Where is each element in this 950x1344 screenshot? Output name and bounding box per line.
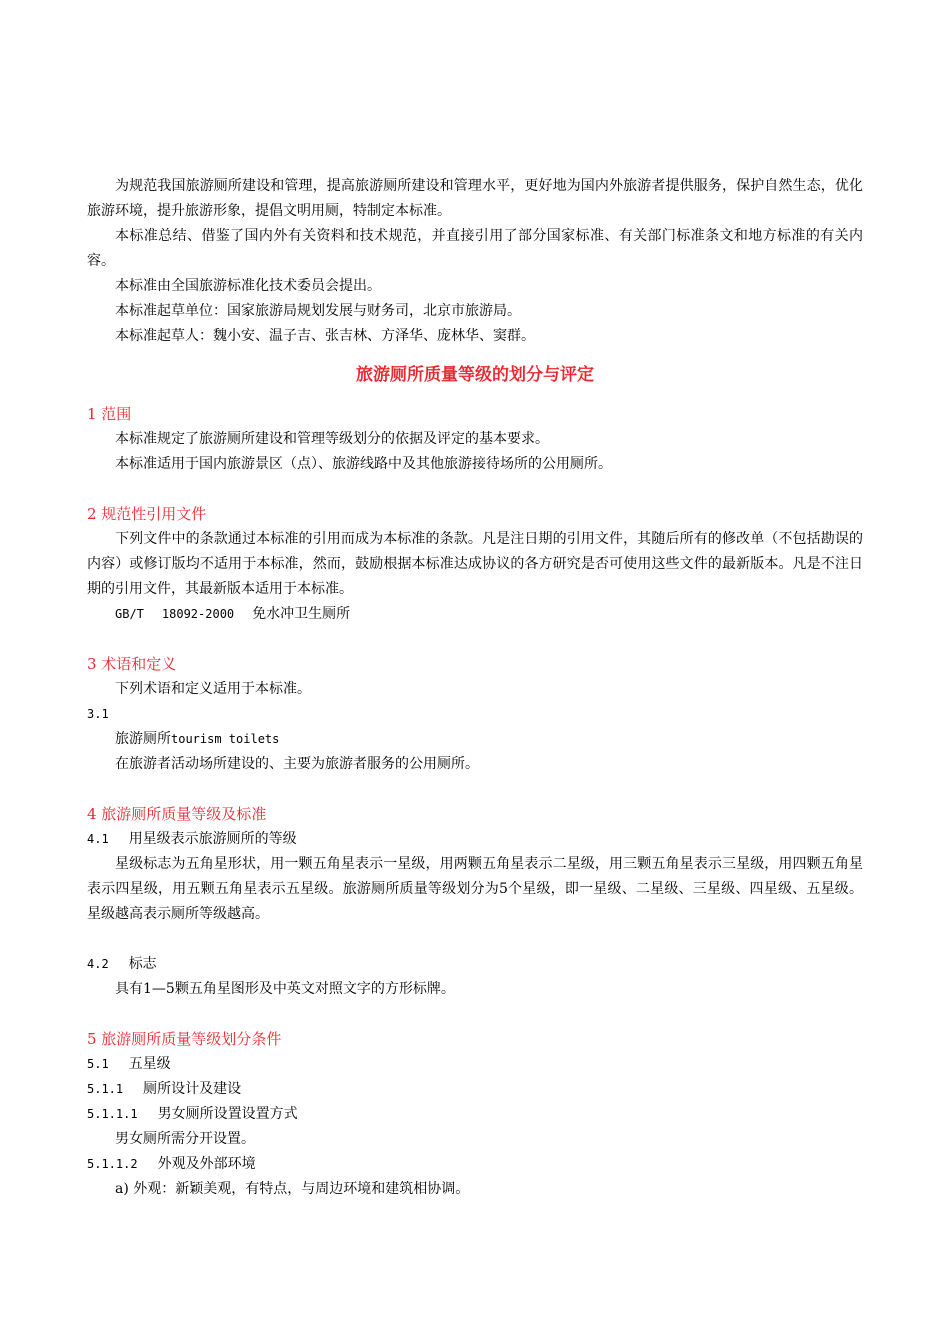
clause-number: 5.1.1.1 xyxy=(87,1107,138,1121)
clause-title: 标志 xyxy=(128,956,157,972)
foreword-paragraph-3: 本标准由全国旅游标准化技术委员会提出。 xyxy=(115,278,381,294)
section-3-paragraph-1: 下列术语和定义适用于本标准。 xyxy=(115,681,311,697)
clause-number: 5.1 xyxy=(87,1057,109,1071)
clause-4-1-paragraph: 星级标志为五角星形状，用一颗五角星表示一星级，用两颗五角星表示二星级，用三颗五角星表示三星级，用四颗五角星表示四星级，用五颗五角星表示五星级。旅游厕所质量等级划分为5个星级，即一星级、二星级、三星级、四星级、五星级。星级越高表示厕所等级越高。 xyxy=(87,856,863,922)
clause-title: 外观及外部环境 xyxy=(157,1156,256,1172)
section-1-paragraph-2: 本标准适用于国内旅游景区（点）、旅游线路中及其他旅游接待场所的公用厕所。 xyxy=(115,456,612,472)
clause-number: 5.1.1 xyxy=(87,1082,124,1096)
foreword-paragraph-1: 为规范我国旅游厕所建设和管理，提高旅游厕所建设和管理水平，更好地为国内外旅游者提供服务，保护自然生态，优化旅游环境，提升旅游形象，提倡文明用厕，特制定本标准。 xyxy=(87,178,863,219)
clause-number: 4.1 xyxy=(87,832,109,846)
clause-title: 五星级 xyxy=(128,1056,171,1072)
spacer xyxy=(87,777,863,802)
term-definition: 在旅游者活动场所建设的、主要为旅游者服务的公用厕所。 xyxy=(115,756,479,772)
section-1-paragraph-1: 本标准规定了旅游厕所建设和管理等级划分的依据及评定的基本要求。 xyxy=(115,431,549,447)
section-2-paragraph-1: 下列文件中的条款通过本标准的引用而成为本标准的条款。凡是注日期的引用文件，其随后所有的修改单（不包括勘误的内容）或修订版均不适用于本标准，然而，鼓励根据本标准达成协议的各方研究是否可使用这些文件的最新版本。凡是不注日期的引用文件，其最新版本适用于本标准。 xyxy=(87,531,863,597)
reference-code: GB/T xyxy=(115,607,144,621)
section-5-heading: 5 旅游厕所质量等级划分条件 xyxy=(87,1030,282,1048)
list-item-a: a) 外观：新颖美观，有特点，与周边环境和建筑相协调。 xyxy=(115,1181,470,1197)
clause-5-1-1-1-paragraph: 男女厕所需分开设置。 xyxy=(115,1131,255,1147)
spacer xyxy=(87,927,863,952)
foreword-paragraph-2: 本标准总结、借鉴了国内外有关资料和技术规范，并直接引用了部分国家标准、有关部门标准条文和地方标准的有关内容。 xyxy=(87,228,863,269)
section-2-heading: 2 规范性引用文件 xyxy=(87,505,207,523)
clause-number: 4.2 xyxy=(87,957,109,971)
document-title: 旅游厕所质量等级的划分与评定 xyxy=(356,365,594,385)
spacer xyxy=(87,349,863,363)
document-body xyxy=(87,174,863,1202)
spacer xyxy=(87,477,863,502)
foreword-paragraph-5: 本标准起草人：魏小安、温子吉、张吉林、方泽华、庞林华、窦群。 xyxy=(115,328,535,344)
clause-5-1-1-heading xyxy=(87,1077,863,1102)
clause-4-1-heading xyxy=(87,827,863,852)
spacer xyxy=(87,388,863,402)
clause-number: 5.1.1.2 xyxy=(87,1157,138,1171)
clause-title: 男女厕所设置设置方式 xyxy=(157,1106,298,1122)
clause-4-2-paragraph: 具有1—5颗五角星图形及中英文对照文字的方形标牌。 xyxy=(115,981,455,997)
term-entry xyxy=(87,727,863,752)
clause-5-1-1-2-heading xyxy=(87,1152,863,1177)
clause-4-2-heading xyxy=(87,952,863,977)
section-1-heading: 1 范围 xyxy=(87,405,132,423)
term-english: tourism toilets xyxy=(171,732,280,746)
spacer xyxy=(87,627,863,652)
clause-title: 厕所设计及建设 xyxy=(143,1081,242,1097)
foreword-paragraph-4: 本标准起草单位：国家旅游局规划发展与财务司，北京市旅游局。 xyxy=(115,303,521,319)
section-3-heading: 3 术语和定义 xyxy=(87,655,177,673)
clause-5-1-1-1-heading xyxy=(87,1102,863,1127)
reference-title: 免水冲卫生厕所 xyxy=(252,606,351,622)
reference-number: 18092-2000 xyxy=(161,607,235,621)
clause-title: 用星级表示旅游厕所的等级 xyxy=(128,831,297,847)
clause-5-1-heading xyxy=(87,1052,863,1077)
clause-3-1-number: 3.1 xyxy=(87,707,109,721)
section-4-heading: 4 旅游厕所质量等级及标准 xyxy=(87,805,267,823)
normative-reference xyxy=(87,602,863,627)
spacer xyxy=(87,1002,863,1027)
term-chinese: 旅游厕所 xyxy=(115,731,171,747)
